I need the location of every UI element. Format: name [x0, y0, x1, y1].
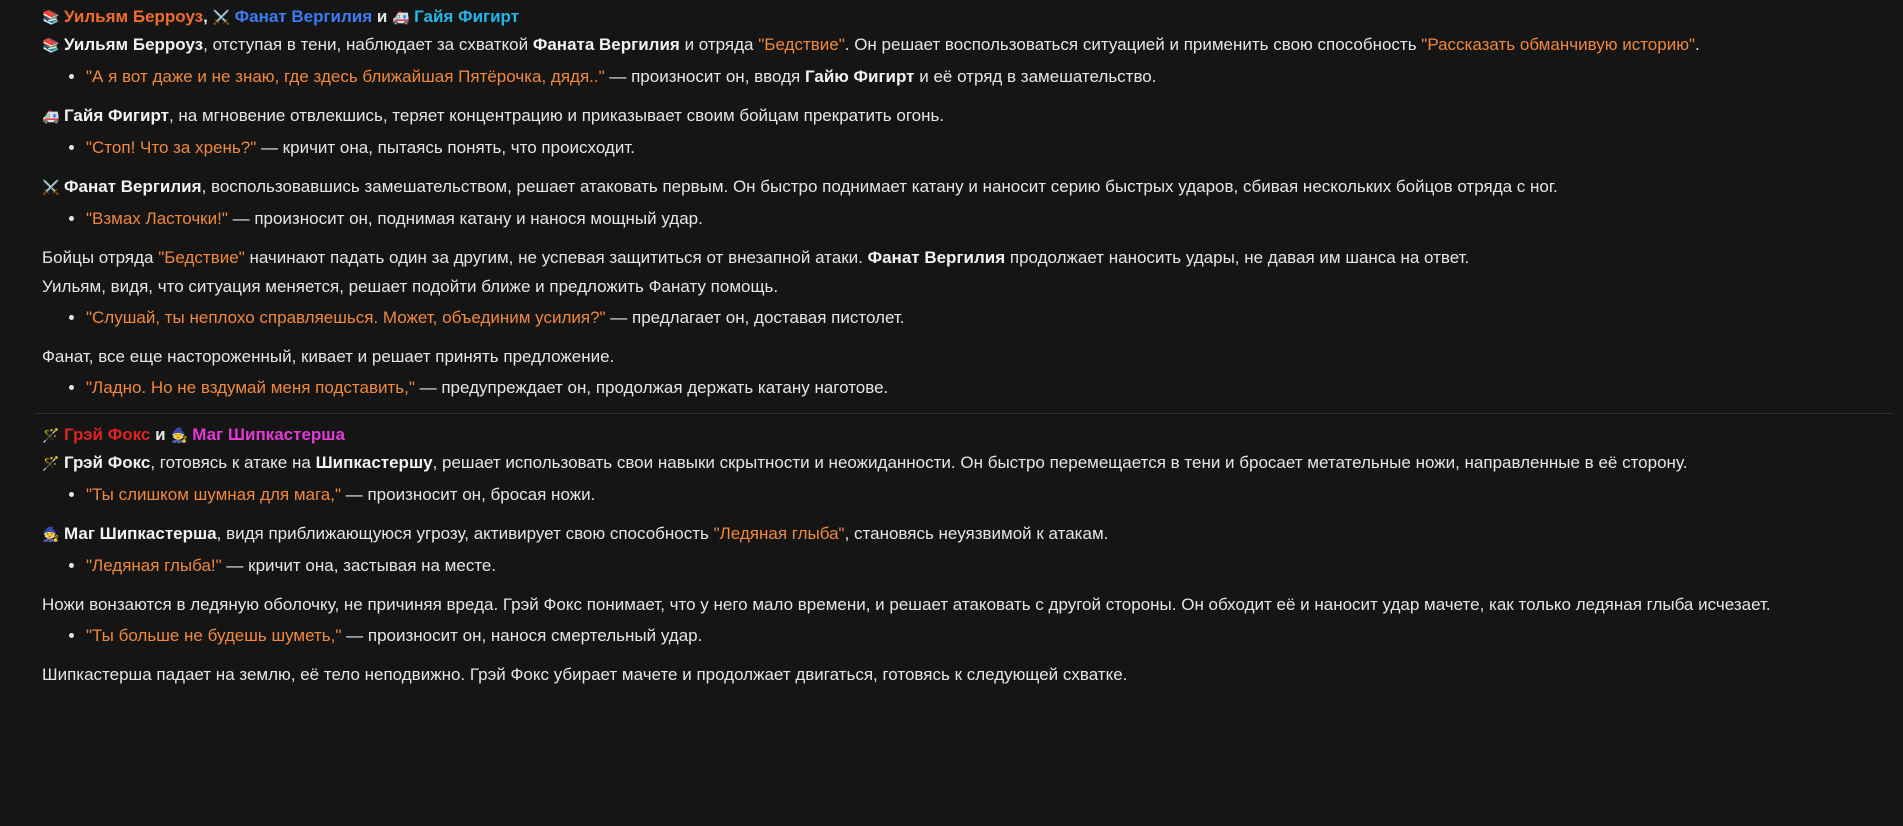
- text: — кричит она, застывая на месте.: [221, 556, 497, 575]
- list-item: [86, 137, 1882, 158]
- paragraph: Фанат, все еще настороженный, кивает и решает принять предложение.: [42, 347, 615, 366]
- text: — кричит она, пытаясь понять, что происходит.: [256, 138, 635, 157]
- paragraph: Уильям, видя, что ситуация меняется, решает подойти ближе и предложить Фанату помощь.: [42, 277, 779, 296]
- quote: "Ты больше не будешь шуметь,": [86, 626, 342, 645]
- bold-name: Уильям Берроуз: [64, 35, 204, 54]
- paragraph: [42, 452, 1882, 474]
- list-item: [86, 307, 1882, 328]
- magic-wand-icon: 🪄: [42, 427, 60, 443]
- text: — произносит он, поднимая катану и нанося мощный удар.: [227, 209, 703, 228]
- quote: "А я вот даже и не знаю, где здесь ближайшая Пятёрочка, дядя..": [86, 67, 605, 86]
- list-item: [86, 555, 1882, 576]
- bullet-list: [42, 555, 1882, 576]
- character-william: Уильям Берроуз: [64, 7, 204, 26]
- list-item: [86, 484, 1882, 505]
- bullet-list: [42, 307, 1882, 328]
- bold-name: Грэй Фокс: [64, 453, 151, 472]
- list-item: [86, 377, 1882, 398]
- paragraph: [42, 176, 1882, 198]
- bold-name: Шипкастершу: [315, 453, 433, 472]
- title-and: и: [155, 425, 166, 444]
- text: — предупреждает он, продолжая держать катану наготове.: [414, 378, 889, 397]
- text: . Он решает воспользоваться ситуацией и применить свою способность: [844, 35, 1422, 54]
- character-shipcaster: Маг Шипкастерша: [192, 425, 345, 444]
- text: , решает использовать свои навыки скрытности и неожиданности. Он быстро перемещается в тени и бросает метательные ножи, направленные в её сторону.: [432, 453, 1688, 472]
- paragraph: [42, 105, 1882, 127]
- quote: "Ледяная глыба!": [86, 556, 222, 575]
- magic-wand-icon: 🪄: [42, 455, 60, 471]
- paragraph: Ножи вонзаются в ледяную оболочку, не причиняя вреда. Грэй Фокс понимает, что у него мало времени, и решает атаковать с другой стороны. Он обходит её и наносит удар мачете, как только ледяная глыба исчезает.: [42, 595, 1771, 614]
- text: , отступая в тени, наблюдает за схваткой: [203, 35, 533, 54]
- quote: "Бедствие": [758, 35, 845, 54]
- paragraph: [42, 34, 1882, 56]
- text: , видя приближающуюся угрозу, активирует свою способность: [216, 524, 714, 543]
- quote: "Ты слишком шумная для мага,": [86, 485, 342, 504]
- books-icon: 📚: [42, 37, 60, 53]
- paragraph: [42, 523, 1882, 545]
- quote: "Слушай, ты неплохо справляешься. Может, объединим усилия?": [86, 308, 606, 327]
- ambulance-icon: 🚑: [42, 108, 60, 124]
- section-title-1: [42, 6, 1882, 28]
- bold-name: Фанат Вергилия: [64, 177, 202, 196]
- bullet-list: [42, 137, 1882, 158]
- quote: "Ладно. Но не вздумай меня подставить,": [86, 378, 415, 397]
- ambulance-icon: 🚑: [392, 9, 410, 25]
- quote: "Ледяная глыба": [713, 524, 845, 543]
- character-grey-fox: Грэй Фокс: [64, 425, 151, 444]
- bullet-list: [42, 625, 1882, 646]
- text: Бойцы отряда: [42, 248, 159, 267]
- text: и её отряд в замешательство.: [914, 67, 1157, 86]
- bold-name: Гайя Фигирт: [64, 106, 169, 125]
- list-item: [86, 66, 1882, 87]
- text: , на мгновение отвлекшись, теряет концентрацию и приказывает своим бойцам прекратить огонь.: [168, 106, 945, 125]
- bold-name: Фанат Вергилия: [867, 248, 1006, 267]
- title-separator: ,: [203, 7, 208, 26]
- bold-name: Фаната Вергилия: [532, 35, 680, 54]
- bullet-list: [42, 66, 1882, 87]
- character-vergil-fan: Фанат Вергилия: [234, 7, 373, 26]
- text: .: [1694, 35, 1700, 54]
- crossed-swords-icon: ⚔️: [212, 9, 231, 25]
- text: , становясь неуязвимой к атакам.: [844, 524, 1109, 543]
- books-icon: 📚: [42, 9, 60, 25]
- character-gaia: Гайя Фигирт: [414, 7, 520, 26]
- bold-name: Маг Шипкастерша: [64, 524, 217, 543]
- quote: "Бедствие": [158, 248, 245, 267]
- text: и отряда: [679, 35, 759, 54]
- list-item: [86, 625, 1882, 646]
- text: — произносит он, нанося смертельный удар.: [341, 626, 703, 645]
- mage-icon: 🧙: [42, 526, 60, 542]
- text: — произносит он, вводя: [604, 67, 805, 86]
- bullet-list: [42, 208, 1882, 229]
- text: , воспользовавшись замешательством, решает атаковать первым. Он быстро поднимает катану и наносит серию быстрых ударов, сбивая нескольких бойцов отряда с ног.: [201, 177, 1558, 196]
- section-divider: [34, 413, 1894, 414]
- text: продолжает наносить удары, не давая им шанса на ответ.: [1005, 248, 1470, 267]
- crossed-swords-icon: ⚔️: [42, 179, 60, 195]
- text: , готовясь к атаке на: [150, 453, 316, 472]
- bullet-list: [42, 484, 1882, 505]
- quote: "Стоп! Что за хрень?": [86, 138, 257, 157]
- text: — произносит он, бросая ножи.: [341, 485, 596, 504]
- text: начинают падать один за другим, не успевая защититься от внезапной атаки.: [244, 248, 868, 267]
- bullet-list: [42, 377, 1882, 398]
- paragraph: [42, 247, 1882, 268]
- paragraph: Шипкастерша падает на землю, её тело неподвижно. Грэй Фокс убирает мачете и продолжает двигаться, готовясь к следующей схватке.: [42, 665, 1128, 684]
- quote: "Рассказать обманчивую историю": [1421, 35, 1695, 54]
- title-and: и: [376, 7, 388, 26]
- quote: "Взмах Ласточки!": [86, 209, 228, 228]
- mage-icon: 🧙: [170, 427, 188, 443]
- list-item: [86, 208, 1882, 229]
- bold-name: Гайю Фигирт: [804, 67, 915, 86]
- text: — предлагает он, доставая пистолет.: [605, 308, 905, 327]
- section-title-2: [42, 424, 1882, 446]
